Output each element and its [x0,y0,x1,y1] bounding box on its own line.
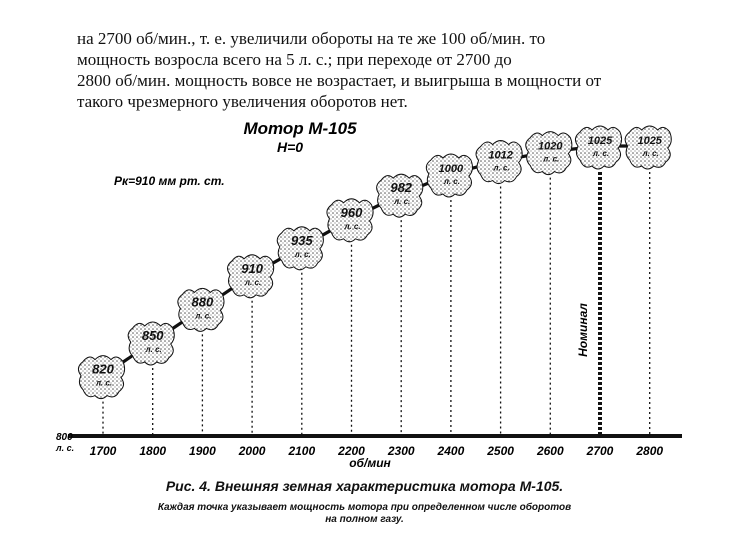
data-unit-label: л. с. [443,177,460,186]
data-point [228,255,274,298]
data-point [178,288,224,331]
x-tick-label: 1900 [189,444,216,458]
data-unit-label: л. с. [493,163,510,173]
data-label: 935 [290,232,313,248]
data-label: 1025 [587,135,613,147]
data-unit-label: л. с. [195,311,212,321]
figure-caption-note [0,502,729,526]
data-unit-label: л. с. [592,149,610,158]
x-tick-label: 2700 [586,444,614,458]
data-label: 982 [390,180,413,196]
x-tick-label: 2500 [487,444,514,458]
data-label: 910 [241,260,263,276]
nominal-label: Номинал [576,303,590,357]
data-point-marker [526,132,572,175]
x-tick-label: 2200 [338,444,365,458]
caption-note-line: на полном газу. [325,514,404,525]
x-tick-label: 2100 [288,444,316,458]
data-point-marker [426,154,472,197]
pressure-annotation: Рк=910 мм рт. ст. [114,174,225,188]
data-point [128,322,174,365]
data-label: 820 [92,361,114,377]
data-unit-label: л. с. [95,378,113,388]
data-unit-label: л. с. [543,154,560,164]
x-axis-label: об/мин [349,456,391,470]
data-unit-label: л. с. [245,277,262,287]
chart-title: Мотор М-105 [243,119,357,138]
data-unit-label: л. с. [145,345,162,354]
data-point [625,126,671,169]
data-point [377,174,423,217]
paragraph-line: 2800 об/мин. мощность вовсе не возрастает, и выигрыша в мощности от [77,71,602,90]
data-point-marker [625,126,671,169]
data-unit-label: л. с. [344,221,361,231]
data-label: 850 [141,328,164,343]
data-point [526,132,572,175]
data-point [327,199,373,242]
figure-caption: Рис. 4. Внешняя земная характеристика мотора М-105. [165,478,564,494]
x-tick-label: 2400 [437,444,465,458]
x-tick-label: 2300 [387,444,415,458]
x-tick-label: 2000 [238,444,266,458]
data-label: 960 [340,204,363,220]
data-unit-label: л. с. [294,249,311,259]
paragraph-line: мощность возросла всего на 5 л. с.; при переходе от 2700 до [77,50,512,69]
data-point-marker [476,141,522,184]
y-axis-unit-label: л. с. [56,443,75,453]
paragraph-line: такого чрезмерного увеличения оборотов нет. [77,92,408,111]
caption-note-line: Каждая точка указывает мощность мотора при определенном числе оборотов [157,502,572,513]
data-label: 1012 [488,149,513,162]
y-origin-label: 800 [56,432,73,443]
x-tick-label: 2600 [536,444,564,458]
paragraph-line: на 2700 об/мин., т. е. увеличили обороты на те же 100 об/мин. то [77,29,546,48]
data-point [426,154,472,197]
data-unit-label: л. с. [394,197,411,207]
x-tick-label: 1800 [139,444,167,458]
data-point [78,356,124,399]
data-point-marker [575,126,621,169]
data-unit-label: л. с. [642,149,659,158]
data-label: 1025 [637,135,662,147]
data-point [575,126,621,169]
x-tick-label: 1700 [89,444,117,458]
data-label: 1020 [538,140,563,153]
data-point [277,227,323,270]
chart-subtitle: H=0 [276,139,304,155]
data-label: 880 [191,294,214,310]
data-point [476,141,522,184]
x-tick-label: 2800 [636,444,664,458]
data-label: 1000 [438,163,464,175]
